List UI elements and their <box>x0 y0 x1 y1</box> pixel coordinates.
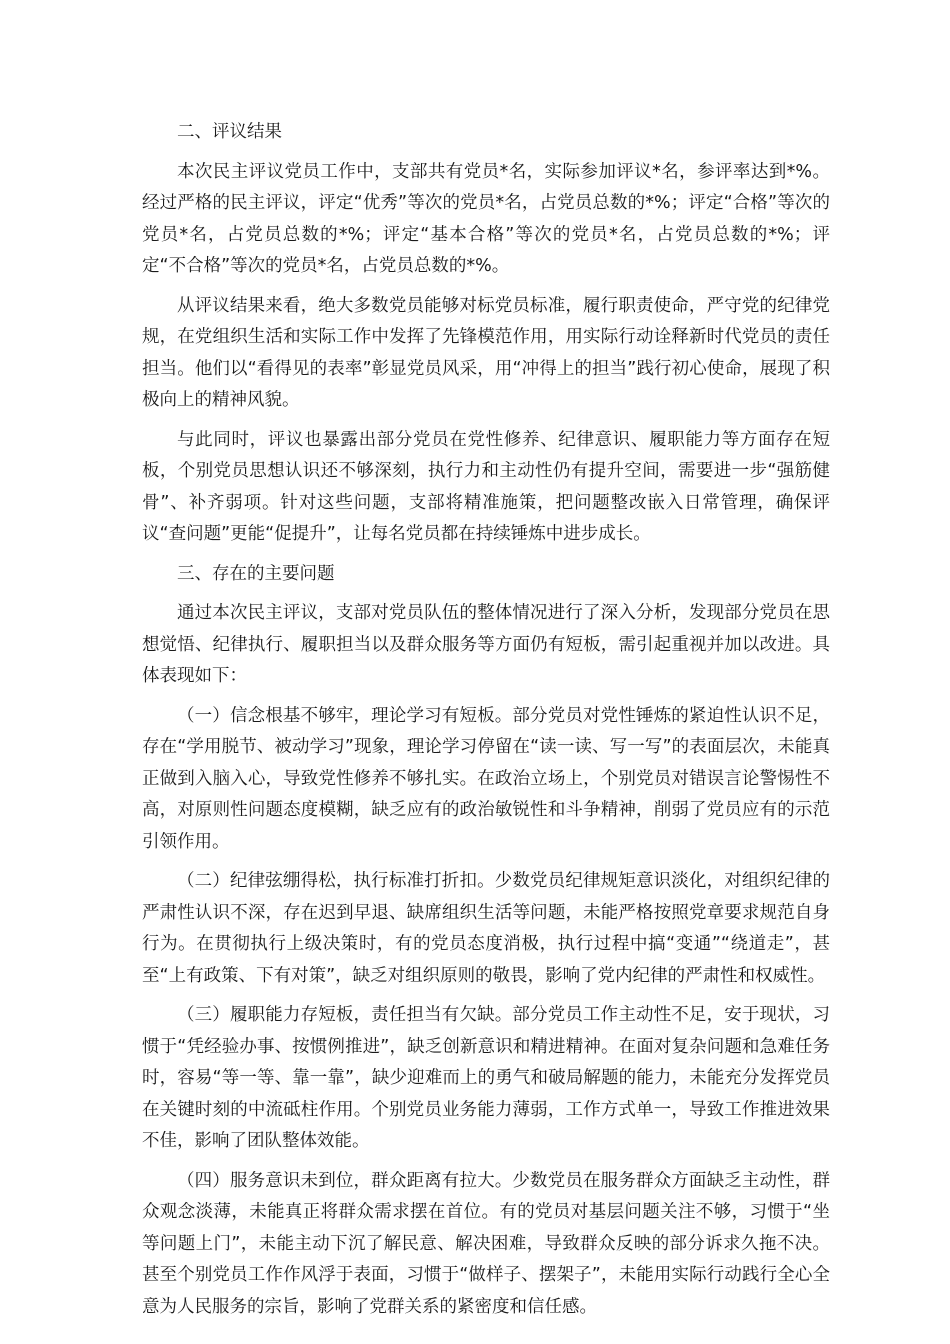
paragraph-problem-2: （二）纪律弦绷得松，执行标准打折扣。少数党员纪律规矩意识淡化，对组织纪律的严肃性认识不深，存在迟到早退、缺席组织生活等问题，未能严格按照党章要求规范自身行为。在贯彻执行上级决策时，有的党员态度消极，执行过程中搞“变通”“绕道走”，甚至“上有政策、下有对策”，缺乏对组织原则的敬畏，影响了党内纪律的严肃性和权威性。 <box>142 871 830 986</box>
section-heading-evaluation-results: 二、评议结果 <box>177 122 282 142</box>
section-heading-main-problems: 三、存在的主要问题 <box>177 563 335 584</box>
paragraph-problem-3: （三）履职能力存短板，责任担当有欠缺。部分党员工作主动性不足，安于现状，习惯于“凭经验办事、按惯例推进”，缺乏创新意识和精进精神。在面对复杂问题和急难任务时，容易“等一等、靠一靠”，缺少迎难而上的勇气和破局解题的能力，未能充分发挥党员在关键时刻的中流砥柱作用。个别党员业务能力薄弱，工作方式单一，导致工作推进效果不佳，影响了团队整体效能。 <box>142 1005 830 1151</box>
paragraph-problems-intro: 通过本次民主评议，支部对党员队伍的整体情况进行了深入分析，发现部分党员在思想觉悟、纪律执行、履职担当以及群众服务等方面仍有短板，需引起重视并加以改进。具体表现如下： <box>142 603 830 686</box>
paragraph-participation-stats: 本次民主评议党员工作中，支部共有党员*名，实际参加评议*名，参评率达到*%。经过严格的民主评议，评定“优秀”等次的党员*名，占党员总数的*%；评定“合格”等次的党员*名，占党员总数的*%；评定“基本合格”等次的党员*名，占党员总数的*%；评定“不合格”等次的党员*名，占党员总数的*%。 <box>142 161 830 276</box>
document-page <box>142 117 830 1331</box>
paragraph-problem-1: （一）信念根基不够牢，理论学习有短板。部分党员对党性锤炼的紧迫性认识不足，存在“学用脱节、被动学习”现象，理论学习停留在“读一读、写一写”的表面层次，未能真正做到入脑入心，导致党性修养不够扎实。在政治立场上，个别党员对错误言论警惕性不高，对原则性问题态度模糊，缺乏应有的政治敏锐性和斗争精神，削弱了党员应有的示范引领作用。 <box>142 705 830 852</box>
paragraph-problem-4: （四）服务意识未到位，群众距离有拉大。少数党员在服务群众方面缺乏主动性，群众观念淡薄，未能真正将群众需求摆在首位。有的党员对基层问题关注不够，习惯于“坐等问题上门”，未能主动下沉了解民意、解决困难，导致群众反映的部分诉求久拖不决。甚至个别党员工作作风浮于表面，习惯于“做样子、摆架子”，未能用实际行动践行全心全意为人民服务的宗旨，影响了党群关系的紧密度和信任感。 <box>142 1170 830 1317</box>
paragraph-results-overview: 从评议结果来看，绝大多数党员能够对标党员标准，履行职责使命，严守党的纪律党规，在党组织生活和实际工作中发挥了先锋模范作用，用实际行动诠释新时代党员的责任担当。他们以“看得见的表率”彰显党员风采，用“冲得上的担当”践行初心使命，展现了积极向上的精神风貌。 <box>142 295 830 410</box>
paragraph-shortcomings-summary: 与此同时，评议也暴露出部分党员在党性修养、纪律意识、履职能力等方面存在短板，个别党员思想认识还不够深刻，执行力和主动性仍有提升空间，需要进一步“强筋健骨”、补齐弱项。针对这些问题，支部将精准施策，把问题整改嵌入日常管理，确保评议“查问题”更能“促提升”，让每名党员都在持续锤炼中进步成长。 <box>142 429 830 544</box>
